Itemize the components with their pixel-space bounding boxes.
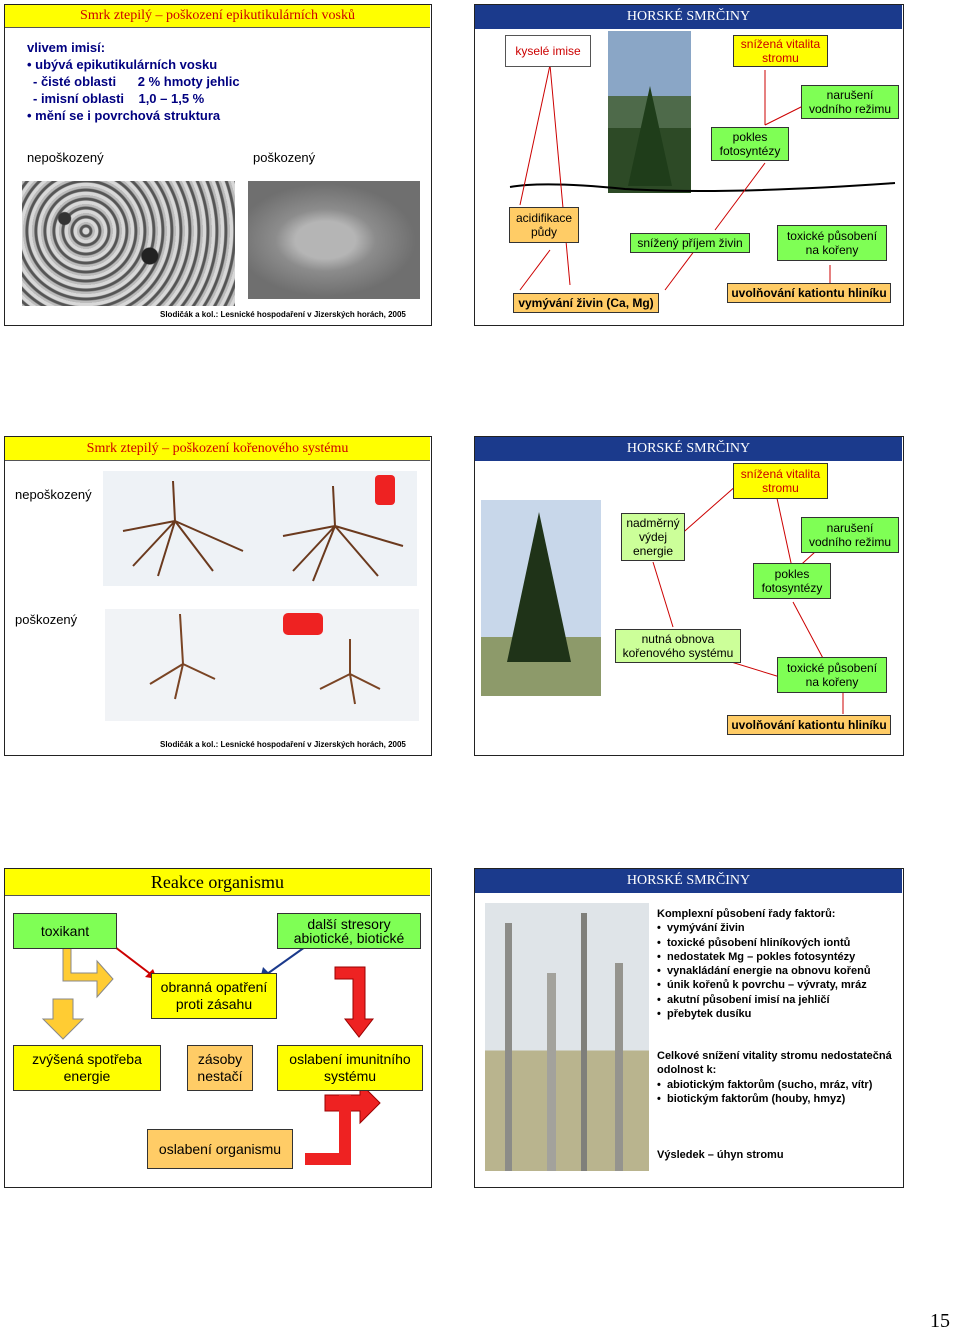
list-item: • biotickým faktorům (houby, hmyz) (657, 1092, 901, 1106)
node-immune-weakening: oslabení imunitního systému (277, 1045, 423, 1091)
roots-damaged-photo (105, 609, 419, 721)
dead-trunk (581, 913, 587, 1171)
red-arrow (335, 967, 373, 1037)
factors-title: Komplexní působení řady faktorů: (657, 908, 836, 920)
slide-title: HORSKÉ SMRČINY (626, 873, 751, 888)
node-toxicant: toxikant (13, 913, 117, 949)
factors-list (657, 921, 901, 1021)
vitality-title: Celkové snížení vitality stromu nedostatečná odolnost k: (657, 1050, 892, 1077)
yellow-arrow (63, 947, 113, 997)
list-item: • vynakládání energie na obnovu kořenů (657, 964, 901, 978)
dead-trunk (547, 973, 556, 1171)
roots-sketch-damaged (105, 609, 419, 721)
node-photosynthesis: pokles fotosyntézy (711, 127, 789, 161)
slide-title: Smrk ztepilý – poškození kořenového systému (86, 441, 349, 456)
node-acid-emissions: kyselé imise (505, 35, 591, 67)
label-undamaged: nepoškozený (15, 487, 92, 502)
node-nutrient-uptake: snížený příjem živin (630, 233, 750, 253)
effect-bullet-1: • ubývá epikutikulárních vosku (27, 57, 218, 72)
factors-block (657, 907, 901, 1021)
slide-mountain-spruce-3 (474, 868, 904, 1188)
slide-mountain-spruce-2 (474, 436, 904, 756)
node-photosynthesis: pokles fotosyntézy (753, 563, 831, 599)
list-item: • toxické působení hliníkových iontů (657, 936, 901, 950)
node-root-renewal: nutná obnova kořenového systému (615, 629, 741, 663)
slide-title: HORSKÉ SMRČINY (626, 441, 751, 456)
page-number: 15 (930, 1310, 950, 1332)
list-item: • akutní působení imisí na jehličí (657, 993, 901, 1007)
dead-trunk (615, 963, 623, 1171)
source-citation: Slodičák a kol.: Lesnické hospodaření v Jizerských horách, 2005 (160, 740, 406, 749)
node-water-regime: narušení vodního režimu (801, 85, 899, 119)
effect-line-imis: - imisní oblasti 1,0 – 1,5 % (33, 91, 205, 106)
slide-organism-reaction (4, 868, 432, 1188)
micrograph-undamaged (22, 181, 235, 306)
source-citation: Slodičák a kol.: Lesnické hospodaření v Jizerských horách, 2005 (160, 310, 406, 319)
micrograph-damaged (248, 181, 420, 299)
effect-line-clean: - čisté oblasti 2 % hmoty jehlic (33, 74, 240, 89)
result-text: Výsledek – úhyn stromu (657, 1149, 784, 1161)
node-toxic-roots: toxické působení na kořeny (777, 657, 887, 693)
vitality-block (657, 1049, 901, 1106)
list-item: • přebytek dusíku (657, 1007, 901, 1021)
slide-epicuticular-wax (4, 4, 432, 326)
slide-title: Smrk ztepilý – poškození epikutikulárních vosků (80, 8, 355, 23)
label-damaged: poškozený (253, 150, 316, 165)
node-reserves: zásoby nestačí (187, 1045, 253, 1091)
intro-text: vlivem imisí: (27, 40, 106, 55)
glove (375, 475, 395, 505)
slide-title: Reakce organismu (150, 872, 285, 892)
node-organism-weakening: oslabení organismu (147, 1129, 293, 1169)
effect-bullet-2: • mění se i povrchová struktura (27, 108, 221, 123)
list-item: • nedostatek Mg – pokles fotosyntézy (657, 950, 901, 964)
list-item: • únik kořenů k povrchu – vývraty, mráz (657, 978, 901, 992)
node-energy-consumption: zvýšená spotřeba energie (13, 1045, 161, 1091)
vitality-list (657, 1078, 901, 1107)
node-excess-energy: nadměrný výdej energie (621, 513, 685, 561)
roots-undamaged-photo (103, 471, 417, 586)
label-damaged: poškozený (15, 612, 78, 627)
effects-text (27, 39, 357, 124)
list-item: • abiotickým faktorům (sucho, mráz, vítr) (657, 1078, 901, 1092)
label-undamaged: nepoškozený (27, 150, 104, 165)
slide-mountain-spruce-1 (474, 4, 904, 326)
glove (283, 613, 323, 635)
node-water-regime: narušení vodního režimu (801, 517, 899, 553)
dead-forest-photo (485, 903, 649, 1171)
node-aluminium-release: uvolňování kationtu hliníku (727, 283, 891, 303)
slide-title: HORSKÉ SMRČINY (626, 9, 751, 24)
causal-arrows (475, 437, 905, 757)
node-reduced-vitality: snížená vitalita stromu (733, 463, 828, 499)
node-defense: obranná opatření proti zásahu (151, 973, 277, 1019)
node-reduced-vitality: snížená vitalita stromu (733, 35, 828, 67)
node-acidification: acidifikace půdy (509, 207, 579, 243)
dead-trunk (505, 923, 512, 1171)
node-nutrient-leaching: vymývání živin (Ca, Mg) (513, 293, 659, 313)
roots-sketch (103, 471, 417, 586)
list-item: • vymývání živin (657, 921, 901, 935)
node-aluminium-release: uvolňování kationtu hliníku (727, 715, 891, 735)
node-other-stressors: další stresory abiotické, biotické (277, 913, 421, 949)
slide-root-damage (4, 436, 432, 756)
node-toxic-roots: toxické působení na kořeny (777, 225, 887, 261)
